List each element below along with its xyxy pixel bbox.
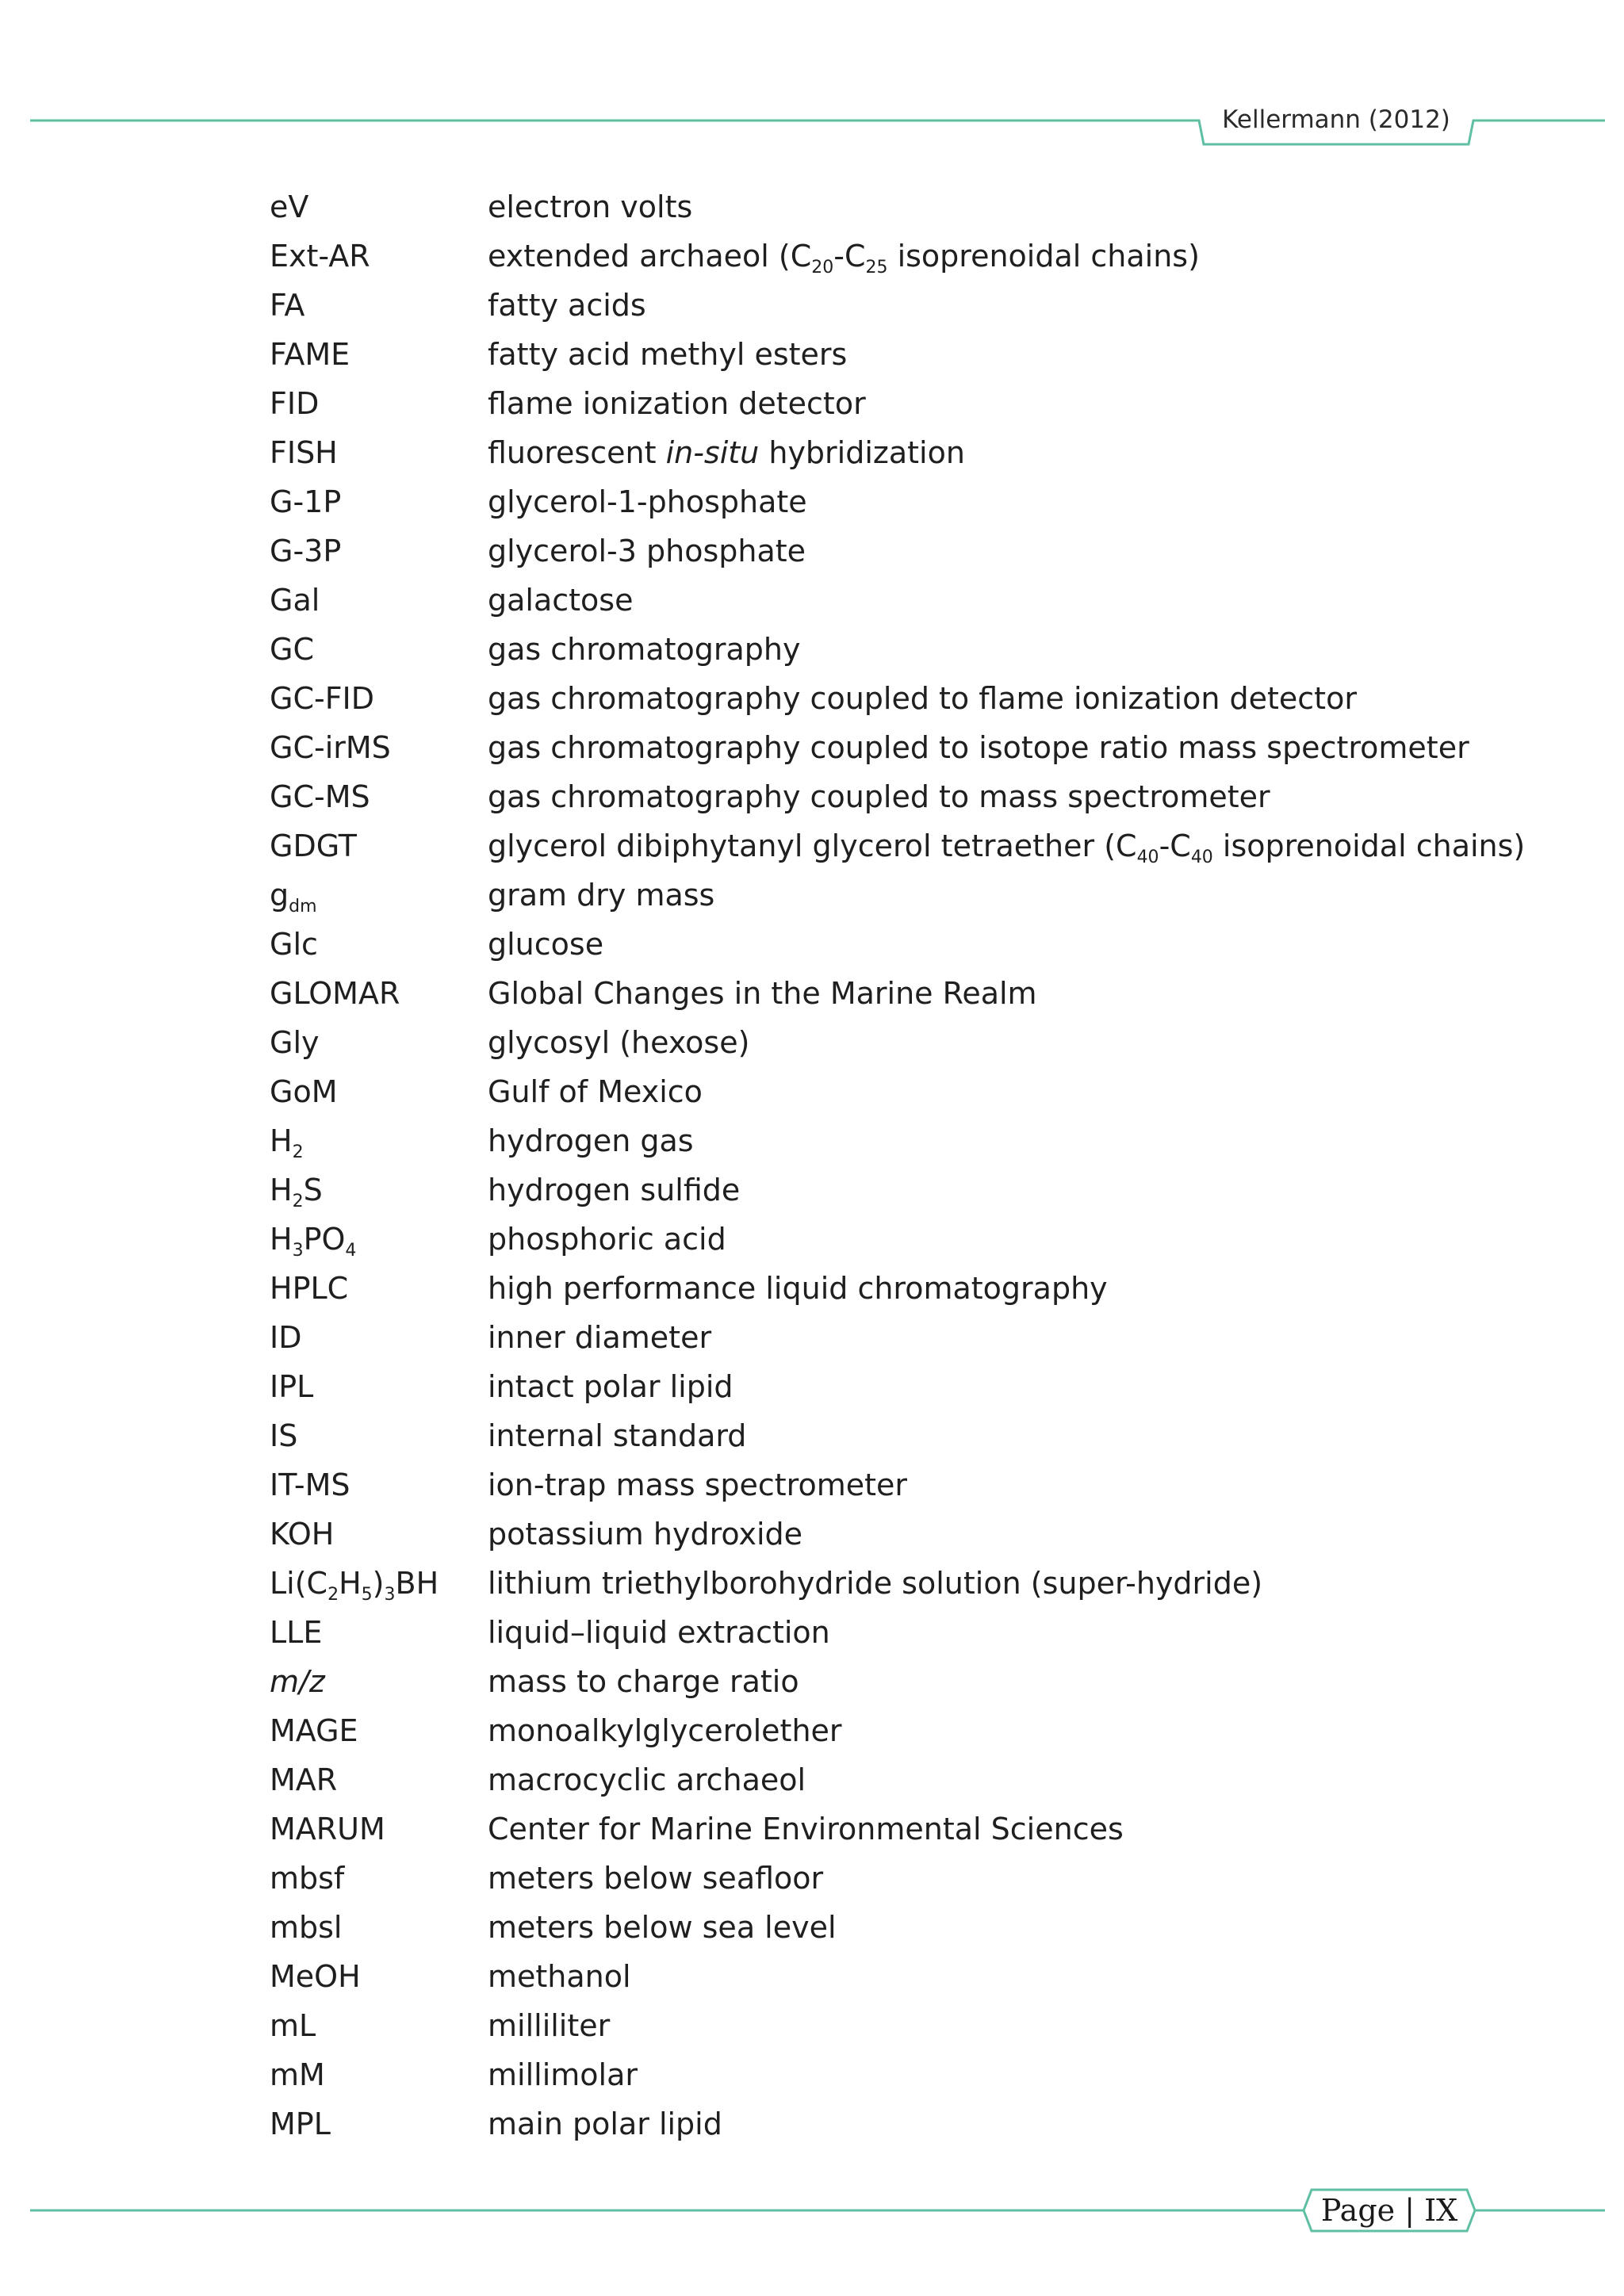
abbreviation-definition (488, 330, 847, 379)
abbreviation-definition (488, 1608, 830, 1657)
text-segment: GC-irMS (270, 730, 391, 765)
abbreviation-definition (488, 182, 692, 232)
abbreviation-definition (488, 1460, 907, 1510)
abbreviation-definition (488, 1657, 799, 1706)
text-segment: ) (372, 1566, 385, 1601)
abbreviation-term (270, 1411, 297, 1460)
abbreviation-definition (488, 1755, 806, 1804)
text-segment: meters below sea level (488, 1910, 837, 1945)
text-segment: Ext-AR (270, 239, 370, 274)
abbreviation-term (270, 1067, 337, 1116)
text-segment: mass to charge ratio (488, 1664, 799, 1699)
text-segment: fatty acid methyl esters (488, 337, 848, 372)
abbreviation-term (270, 772, 370, 821)
text-segment: ion-trap mass spectrometer (488, 1468, 908, 1502)
subscript-text: 3 (292, 1241, 304, 1261)
abbreviation-term (270, 1313, 301, 1362)
abbreviation-term (270, 2001, 316, 2050)
text-segment: glycosyl (hexose) (488, 1025, 750, 1060)
text-segment: H (270, 1173, 293, 1207)
text-segment: lithium triethylborohydride solution (super-hydride) (488, 1566, 1263, 1601)
abbreviation-term (270, 1854, 344, 1903)
text-segment: high performance liquid chromatography (488, 1271, 1108, 1306)
subscript-text: 20 (811, 258, 834, 277)
abbreviation-term (270, 1657, 325, 1706)
text-segment: ID (270, 1320, 302, 1355)
abbreviation-term (270, 1755, 337, 1804)
text-segment: KOH (270, 1517, 335, 1552)
text-segment: macrocyclic archaeol (488, 1762, 806, 1797)
abbreviation-term (270, 330, 350, 379)
subscript-text: 2 (327, 1585, 339, 1605)
text-segment: FA (270, 288, 305, 323)
abbreviation-definition (488, 1804, 1124, 1854)
abbreviation-definition (488, 1362, 733, 1411)
abbreviation-definition (488, 2050, 638, 2099)
text-segment: intact polar lipid (488, 1369, 733, 1404)
text-segment: Center for Marine Environmental Sciences (488, 1812, 1124, 1846)
abbreviation-term (270, 2050, 325, 2099)
text-segment: fluorescent (488, 435, 666, 470)
abbreviation-definition (488, 1165, 740, 1215)
text-segment: isoprenoidal chains) (887, 239, 1200, 274)
text-segment: hydrogen sulfide (488, 1173, 741, 1207)
text-segment: liquid–liquid extraction (488, 1615, 830, 1650)
abbreviation-term (270, 232, 370, 281)
text-segment: GC-FID (270, 681, 375, 716)
abbreviation-term (270, 920, 318, 969)
text-segment: GLOMAR (270, 976, 400, 1011)
abbreviation-definition (488, 1903, 837, 1952)
abbreviation-definition (488, 1116, 694, 1165)
subscript-text: 2 (292, 1192, 304, 1211)
abbreviation-definition (488, 1018, 749, 1067)
text-segment: FAME (270, 337, 350, 372)
text-segment: IS (270, 1418, 298, 1453)
abbreviation-definition (488, 281, 646, 330)
subscript-text: 2 (292, 1142, 304, 1162)
text-segment: MPL (270, 2107, 331, 2141)
text-segment: -C (833, 239, 866, 274)
abbreviation-term (270, 674, 374, 723)
text-segment: H (270, 1123, 293, 1158)
text-segment: Global Changes in the Marine Realm (488, 976, 1037, 1011)
abbreviation-definition (488, 1559, 1262, 1608)
abbreviation-term (270, 526, 341, 576)
abbreviation-term (270, 625, 314, 674)
text-segment: mM (270, 2057, 325, 2092)
text-segment: mbsf (270, 1861, 345, 1896)
abbreviation-definition (488, 1067, 703, 1116)
abbreviation-term (270, 871, 317, 920)
text-segment: G-3P (270, 534, 342, 568)
text-segment: H (270, 1222, 293, 1257)
abbreviation-term (270, 723, 391, 772)
abbreviation-definition (488, 821, 1525, 871)
text-segment: Li(C (270, 1566, 328, 1601)
abbreviation-term (270, 1460, 350, 1510)
text-segment: S (303, 1173, 323, 1207)
text-segment: MARUM (270, 1812, 385, 1846)
abbreviation-term (270, 1804, 385, 1854)
text-segment: meters below seafloor (488, 1861, 824, 1896)
abbreviation-term (270, 821, 357, 871)
abbreviation-definition (488, 1313, 711, 1362)
text-segment: milliliter (488, 2008, 611, 2043)
text-segment: main polar lipid (488, 2107, 722, 2141)
text-segment: gas chromatography coupled to isotope ratio mass spectrometer (488, 730, 1469, 765)
text-segment: H (339, 1566, 362, 1601)
text-segment: IPL (270, 1369, 314, 1404)
text-segment: extended archaeol (C (488, 239, 812, 274)
text-segment: in-situ (665, 435, 760, 470)
text-segment: HPLC (270, 1271, 349, 1306)
text-segment: fatty acids (488, 288, 646, 323)
text-segment: -C (1159, 828, 1191, 863)
text-segment: millimolar (488, 2057, 638, 2092)
subscript-text: 4 (345, 1241, 357, 1261)
text-segment: glycerol-3 phosphate (488, 534, 806, 568)
text-segment: isoprenoidal chains) (1212, 828, 1526, 863)
text-segment: methanol (488, 1959, 631, 1994)
abbreviation-definition (488, 969, 1037, 1018)
abbreviation-term (270, 1362, 313, 1411)
abbreviation-definition (488, 477, 807, 526)
text-segment: GC (270, 632, 314, 667)
text-segment: MAR (270, 1762, 338, 1797)
text-segment: mbsl (270, 1910, 343, 1945)
abbreviation-definition (488, 1411, 746, 1460)
abbreviation-definition (488, 772, 1270, 821)
abbreviation-term (270, 428, 338, 477)
subscript-text: 3 (384, 1585, 396, 1605)
abbreviation-term (270, 281, 304, 330)
abbreviation-term (270, 969, 400, 1018)
text-segment: Gal (270, 583, 320, 618)
abbreviation-term (270, 1116, 304, 1165)
abbreviation-definition (488, 625, 800, 674)
abbreviation-definition (488, 576, 633, 625)
abbreviation-term (270, 1215, 356, 1264)
running-header: Kellermann (2012) (1222, 105, 1450, 134)
abbreviation-definition (488, 1854, 823, 1903)
text-segment: electron volts (488, 189, 693, 224)
abbreviation-term (270, 1510, 334, 1559)
abbreviation-definition (488, 871, 714, 920)
text-segment: GoM (270, 1074, 338, 1109)
text-segment: galactose (488, 583, 634, 618)
text-segment: FID (270, 386, 320, 421)
abbreviation-definition (488, 428, 965, 477)
abbreviation-term (270, 1018, 320, 1067)
text-segment: glycerol-1-phosphate (488, 484, 807, 519)
abbreviation-definition (488, 674, 1357, 723)
abbreviation-definition (488, 1264, 1108, 1313)
text-segment: mL (270, 2008, 316, 2043)
abbreviation-term (270, 1264, 348, 1313)
page-number: Page | IX (1320, 2193, 1458, 2228)
subscript-text: 5 (361, 1585, 373, 1605)
abbreviation-term (270, 1165, 323, 1215)
abbreviation-definition (488, 1952, 631, 2001)
abbreviation-term (270, 1608, 322, 1657)
abbreviation-definition (488, 2099, 722, 2149)
text-segment: BH (395, 1566, 439, 1601)
text-segment: inner diameter (488, 1320, 712, 1355)
subscript-text: 25 (865, 258, 888, 277)
text-segment: glucose (488, 927, 604, 962)
text-segment: Gulf of Mexico (488, 1074, 703, 1109)
text-segment: MeOH (270, 1959, 361, 1994)
text-segment: gas chromatography coupled to mass spectrometer (488, 779, 1270, 814)
text-segment: LLE (270, 1615, 323, 1650)
subscript-text: 40 (1136, 848, 1159, 867)
abbreviation-term (270, 1559, 439, 1608)
abbreviation-definition (488, 2001, 610, 2050)
subscript-text: dm (289, 897, 317, 916)
text-segment: gas chromatography coupled to flame ionization detector (488, 681, 1357, 716)
text-segment: potassium hydroxide (488, 1517, 802, 1552)
text-segment: hydrogen gas (488, 1123, 694, 1158)
text-segment: gas chromatography (488, 632, 801, 667)
abbreviation-definition (488, 379, 866, 428)
text-segment: FISH (270, 435, 338, 470)
abbreviation-definition (488, 920, 603, 969)
abbreviation-definition (488, 1510, 802, 1559)
text-segment: Glc (270, 927, 318, 962)
subscript-text: 40 (1190, 848, 1213, 867)
text-segment: GC-MS (270, 779, 370, 814)
text-segment: IT-MS (270, 1468, 350, 1502)
abbreviation-term (270, 477, 341, 526)
abbreviation-definition (488, 1706, 842, 1755)
abbreviation-term (270, 2099, 331, 2149)
text-segment: G-1P (270, 484, 342, 519)
text-segment: flame ionization detector (488, 386, 866, 421)
abbreviation-definition (488, 723, 1469, 772)
text-segment: gram dry mass (488, 878, 715, 913)
text-segment: glycerol dibiphytanyl glycerol tetraether (C (488, 828, 1137, 863)
text-segment: monoalkylglycerolether (488, 1713, 842, 1748)
text-segment: g (270, 878, 289, 913)
abbreviation-definition (488, 1215, 726, 1264)
text-segment: phosphoric acid (488, 1222, 726, 1257)
text-segment: m/z (270, 1664, 325, 1699)
text-segment: MAGE (270, 1713, 358, 1748)
abbreviation-term (270, 1952, 361, 2001)
text-segment: Gly (270, 1025, 320, 1060)
text-segment: eV (270, 189, 309, 224)
abbreviation-definition (488, 232, 1200, 281)
text-segment: hybridization (759, 435, 965, 470)
abbreviation-term (270, 576, 320, 625)
abbreviation-term (270, 182, 308, 232)
abbreviation-term (270, 1903, 343, 1952)
abbreviation-definition (488, 526, 806, 576)
text-segment: internal standard (488, 1418, 747, 1453)
abbreviation-term (270, 1706, 358, 1755)
text-segment: GDGT (270, 828, 358, 863)
text-segment: PO (303, 1222, 346, 1257)
abbreviation-term (270, 379, 319, 428)
